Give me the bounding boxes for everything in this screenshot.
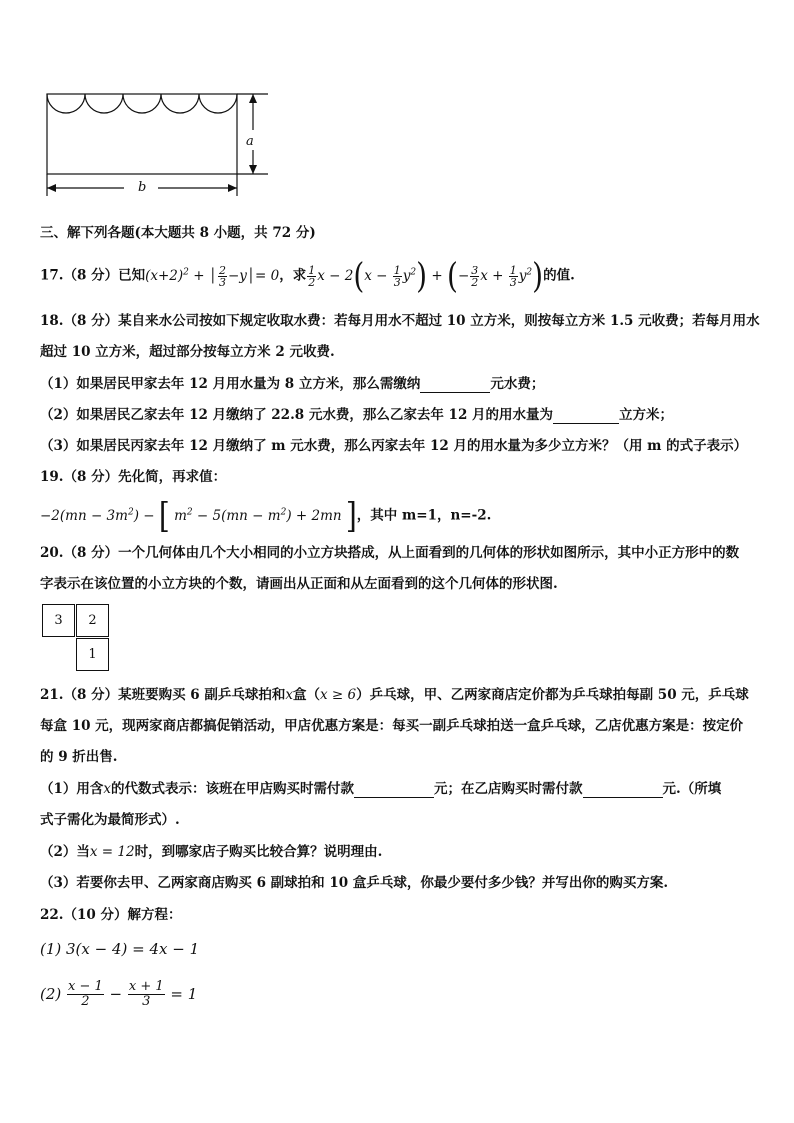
q21-p1c: 元；在乙店购买时需付款	[434, 781, 583, 797]
q21-line2: 每盒 10 元，现两家商店都搞促销活动，甲店优惠方案是：每买一副乒乓球拍送一盒乒乓球，乙店优惠方案是：按定价	[40, 718, 744, 734]
q18-part1	[40, 375, 544, 393]
label-b: b	[138, 180, 147, 195]
q18-p2-blank[interactable]	[553, 409, 619, 424]
q17-end: 的值.	[543, 267, 575, 284]
q18-p1-blank[interactable]	[420, 378, 490, 393]
q18-p2-tail: 立方米；	[619, 407, 674, 423]
q21-p1a: （1）用含	[40, 781, 104, 797]
q19-expression: $-2(mn - 3m^2)$ − [ $m^2 - 5(mn - m^2) + 2mn$ ]，其中 m=1，n=-2.	[40, 494, 492, 536]
q21-p1b: 的代数式表示：该班在甲店购买时需付款	[111, 781, 355, 797]
q21-part1-cont: 式子需化为最简形式）.	[40, 812, 180, 828]
grid-cell-1: 1	[76, 638, 109, 671]
q21-part3: （3）若要你去甲、乙两家商店购买 6 副球拍和 10 盒乒乓球，你最少要付多少钱？并写出你的购买方案.	[40, 875, 669, 891]
q21-line1: 21.（8 分）某班要购买 6 副乒乓球拍和x盒（x ≥ 6）乒乓球，甲、乙两家商店定价都为乒乓球拍每副 50 元，乒乓球	[40, 687, 749, 703]
q21-part1: （1）用含x的代数式表示：该班在甲店购买时需付款 元；在乙店购买时需付款 元.（所填	[40, 781, 722, 797]
q20-line1: 20.（8 分）一个几何体由几个大小相同的小立方块搭成，从上面看到的几何体的形状如图所示，其中小正方形中的数	[40, 545, 740, 561]
grid-cell-2: 2	[76, 604, 109, 637]
q21-p1d: 元.（所填	[662, 781, 722, 797]
q21-blank-1[interactable]	[354, 783, 434, 798]
q22-equation-2: (2) $\frac{x - 1}{2}$ − $\frac{x + 1}{3}$ = 1	[40, 979, 198, 1009]
q19-line1: 19.（8 分）先化简，再求值：	[40, 469, 227, 485]
q21-l1b: 盒（	[293, 687, 320, 703]
q21-p2b: 时，到哪家店子购买比较合算？说明理由.	[134, 844, 383, 860]
q17-mid: ，求	[279, 267, 307, 284]
q20-line2: 字表示在该位置的小立方块的个数，请画出从正面和从左面看到的这个几何体的形状图.	[40, 576, 558, 592]
rectangle-arcs-figure	[40, 86, 280, 198]
section-heading: 三、解下列各题(本大题共 8 小题，共 72 分)	[40, 225, 316, 241]
q21-l1c: ）乒乓球，甲、乙两家商店定价都为乒乓球拍每副 50 元，乒乓球	[356, 687, 749, 703]
q21-p2a: （2）当	[40, 844, 90, 860]
q22-equation-1: (1) 3(x − 4) = 4x − 1	[40, 940, 200, 958]
q21-l1a: 21.（8 分）某班要购买 6 副乒乓球拍和	[40, 687, 286, 703]
q19-tail: ，其中 m=1，n=-2.	[356, 507, 492, 524]
q18-part3: （3）如果居民丙家去年 12 月缴纳了 m 元水费，那么丙家去年 12 月的用水量为多少立方米？（用 m 的式子表示）	[40, 438, 748, 454]
q18-p2-text: （2）如果居民乙家去年 12 月缴纳了 22.8 元水费，那么乙家去年 12 月的用水量为	[40, 407, 554, 423]
q21-blank-2[interactable]	[583, 783, 663, 798]
question-17: 17.（8 分）已知$(x+2)^2$ + │ $\frac{2}{3}$ −y│= 0，求 $\frac{1}{2}$ x − 2(x − $\frac{1}{3}$ $y^2$) + (− $\frac{3}{2}$ x + $\frac{1}{3}$ $y^2$)的值.	[40, 254, 575, 296]
q18-part2	[40, 406, 673, 424]
label-a: a	[246, 134, 254, 149]
q21-line3: 的 9 折出售.	[40, 749, 118, 765]
q22-line1: 22.（10 分）解方程：	[40, 907, 182, 923]
q18-line1: 18.（8 分）某自来水公司按如下规定收取水费：若每月用水不超过 10 立方米，则按每立方米 1.5 元收费；若每月用水	[40, 313, 760, 329]
q18-line2: 超过 10 立方米，超过部分按每立方米 2 元收费.	[40, 344, 335, 360]
q17-prefix: 17.（8 分）已知	[40, 267, 146, 284]
grid-cell-3: 3	[42, 604, 75, 637]
q21-part2: （2）当x = 12时，到哪家店子购买比较合算？说明理由.	[40, 844, 383, 860]
q18-p1-text: （1）如果居民甲家去年 12 月用水量为 8 立方米，那么需缴纳	[40, 376, 421, 392]
q18-p1-tail: 元水费；	[490, 376, 545, 392]
